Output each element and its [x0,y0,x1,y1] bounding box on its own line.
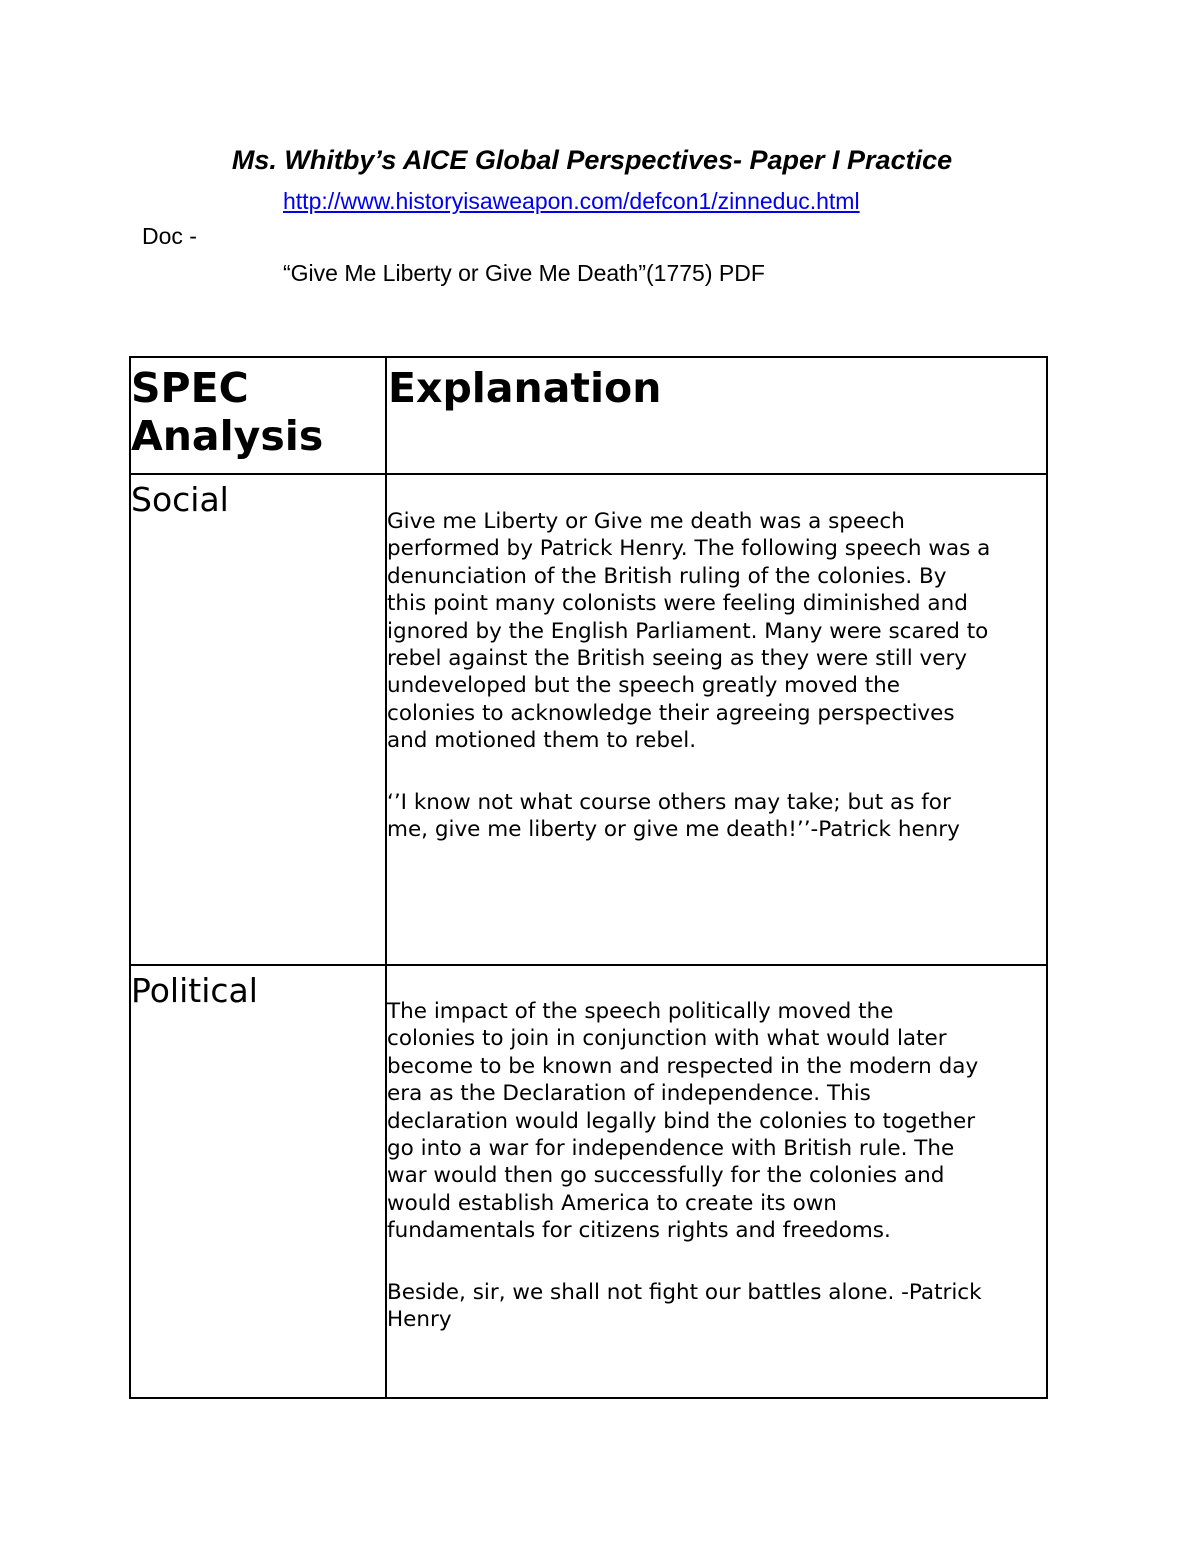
row-divider [131,473,1046,475]
political-explanation: The impact of the speech politically moved the colonies to join in conjunction with what would later become to be known and respected in the modern day era as the Declaration of independence. This declaration would legally bind the colonies to together go into a war for independence with British rule. The war would then go successfully for the colonies and would establish America to create its own fundamentals for citizens rights and freedoms. [387,999,979,1244]
source-link[interactable]: http://www.historyisaweapon.com/defcon1/zinneduc.html [283,188,860,214]
column-header-spec-analysis: SPEC Analysis [131,364,324,460]
row-label-social: Social [131,480,229,519]
political-quote: Beside, sir, we shall not fight our battles alone. -Patrick Henry [387,1280,982,1333]
row-divider [131,964,1046,966]
doc-label: Doc - [142,223,197,249]
doc-title: “Give Me Liberty or Give Me Death”(1775) PDF [283,260,765,286]
page-title: Ms. Whitby’s AICE Global Perspectives- Paper I Practice [231,145,953,175]
social-quote: ‘’I know not what course others may take; but as for me, give me liberty or give me death!’’-Patrick henry [387,790,960,843]
row-label-political: Political [131,971,258,1010]
social-explanation: Give me Liberty or Give me death was a speech performed by Patrick Henry. The following speech was a denunciation of the British ruling of the colonies. By this point many colonists were feeling diminished and ignored by the English Parliament. Many were scared to rebel against the British seeing as they were still very undeveloped but the speech greatly moved the colonies to acknowledge their agreeing perspectives and motioned them to rebel. [387,509,991,754]
column-header-explanation: Explanation [388,364,662,412]
spec-analysis-table [129,356,1048,1399]
